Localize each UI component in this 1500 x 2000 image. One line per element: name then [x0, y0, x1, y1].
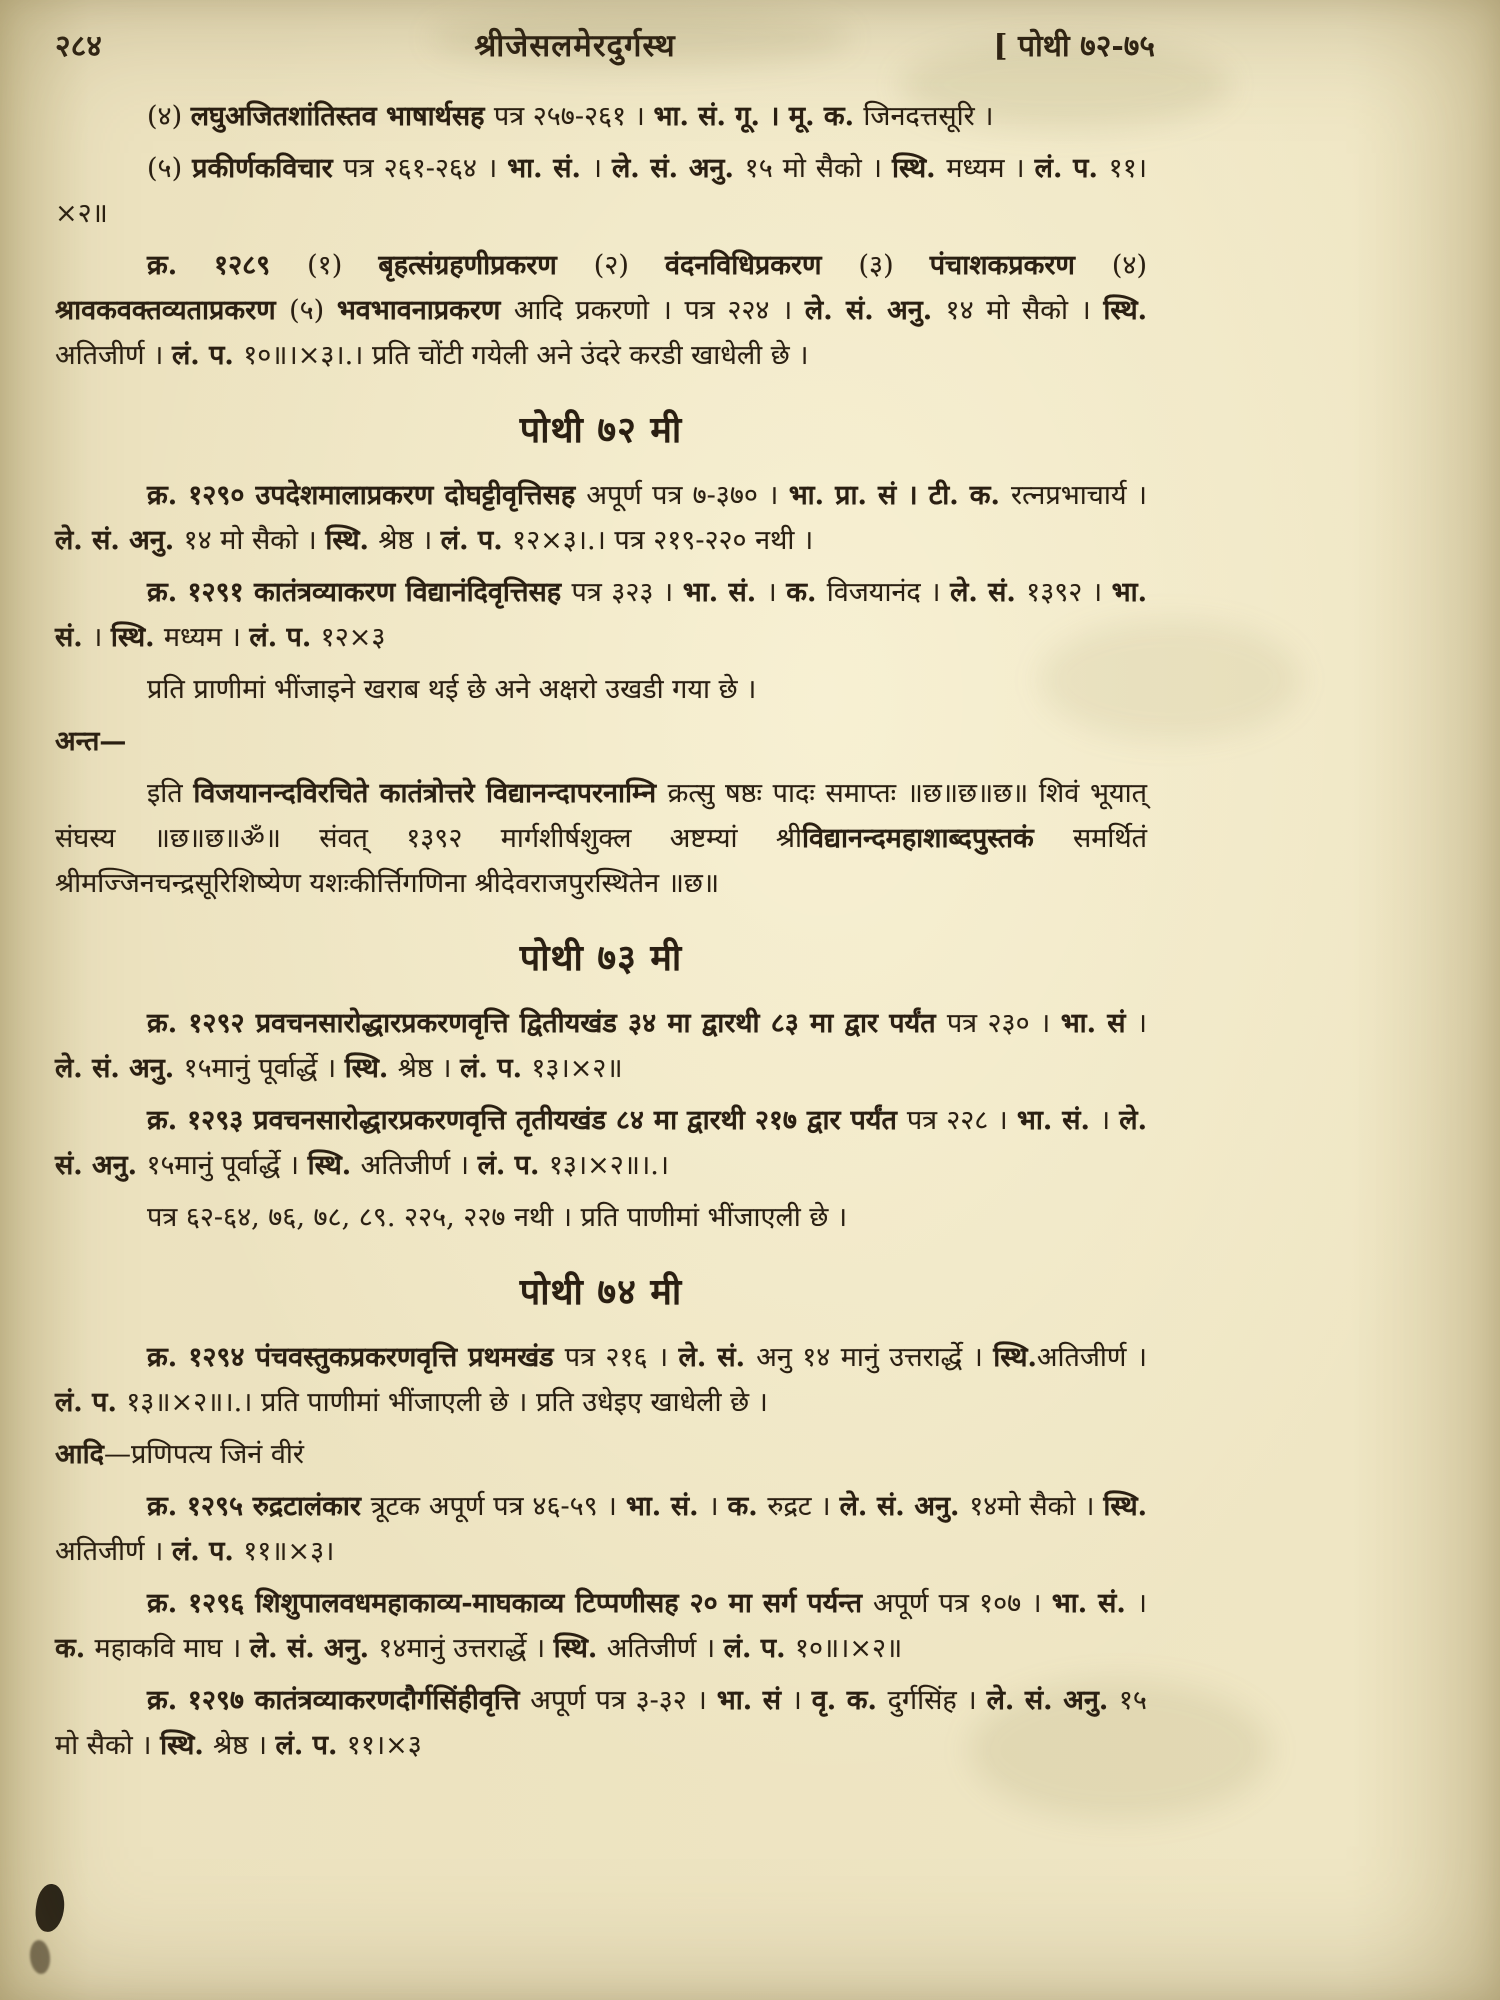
entry-text: आदि प्रकरणो । पत्र २२४ ।	[513, 295, 805, 326]
entry-text: अतिजीर्ण ।	[1036, 1342, 1148, 1373]
entry-text: श्रेष्ठ ।	[397, 1053, 461, 1084]
entry-keyword: भा. सं.	[55, 577, 1147, 653]
entry-keyword: स्थि.	[307, 1150, 361, 1181]
entry-keyword: भा. सं.	[1051, 1588, 1137, 1619]
entry-keyword: क्र. १२९४ पंचवस्तुकप्रकरणवृत्ति प्रथमखंड	[147, 1342, 565, 1373]
entry-keyword: क.	[727, 1491, 768, 1522]
entry-text: क्रत्सु षष्ठः पादः समाप्तः ॥छ॥छ॥छ॥ शिवं भूयात् संघस्य ॥छ॥छ॥ॐ॥ संवत् १३९२ मार्गशीर्षशुक्ल अष्टम्यां श्री	[55, 778, 1147, 854]
entry-text: १३।×२॥	[531, 1053, 623, 1084]
entry-keyword: स्थि.	[344, 1053, 398, 1084]
entry-keyword: स्थि.	[160, 1730, 214, 1761]
ink-blot	[28, 1939, 51, 1975]
page-title: श्रीजेसलमेरदुर्गस्थ	[474, 28, 676, 64]
entry-keyword: क.	[786, 577, 827, 608]
entry-text: १५मानुं पूर्वार्द्धे ।	[183, 1053, 345, 1084]
entry-keyword: स्थि.	[1103, 1491, 1148, 1522]
entry-keyword: क्र. १२८९	[147, 250, 308, 281]
entry-text: मध्यम ।	[163, 622, 250, 653]
entry-keyword: ले. सं.	[678, 1342, 757, 1373]
entry-text: मध्यम ।	[946, 153, 1035, 184]
entry-keyword: क्र. १२९० उपदेशमालाप्रकरण दोघट्टीवृत्तिसह	[147, 480, 587, 511]
entry-text: १३९२ ।	[1026, 577, 1112, 608]
entry-text: १०॥।×२॥	[794, 1633, 903, 1664]
entry-keyword: लं. प.	[440, 525, 513, 556]
entry-keyword: क्र. १२९१ कातंत्रव्याकरण विद्यानंदिवृत्तिसह	[147, 577, 572, 608]
entry-keyword: क्र. १२९३ प्रवचनसारोद्धारप्रकरणवृत्ति तृतीयखंड ८४ मा द्वारथी २१७ द्वार पर्यंत	[147, 1105, 907, 1136]
entry-text: पत्र २६१-२६४ ।	[343, 153, 508, 184]
entry-keyword: ले. सं.	[950, 577, 1027, 608]
catalog-entry	[55, 1678, 1147, 1768]
entry-keyword: स्थि.	[993, 1342, 1037, 1373]
entry-keyword: लं. प.	[249, 622, 321, 653]
page-number: २८४	[55, 29, 102, 64]
entry-keyword: लं. प.	[477, 1150, 549, 1181]
entry-text: ११।×२॥	[55, 153, 1147, 229]
entry-keyword: लं. प.	[171, 1536, 244, 1567]
entry-keyword: ले. सं. अनु.	[804, 295, 946, 326]
entry-keyword: वृ. क.	[811, 1685, 888, 1716]
entry-text: ।	[1136, 1588, 1147, 1619]
entry-keyword: ले. सं. अनु.	[839, 1491, 970, 1522]
catalog-entry	[55, 243, 1147, 378]
entry-text: अतिजीर्ण ।	[55, 340, 172, 371]
page-body	[55, 94, 1147, 1768]
entry-keyword: बृहत्संग्रहणीप्रकरण	[378, 250, 594, 281]
entry-keyword: ले. सं. अनु.	[55, 1105, 1148, 1181]
entry-keyword: आदि	[55, 1439, 104, 1470]
entry-keyword: भा. सं.	[625, 1491, 709, 1522]
entry-keyword: भा. प्रा. सं । टी. क.	[788, 480, 1012, 511]
entry-keyword: लं. प.	[55, 1387, 127, 1418]
entry-keyword: क्र. १२९५ रुद्रटालंकार	[147, 1491, 371, 1522]
entry-text: १४ मो सैको ।	[945, 295, 1104, 326]
entry-text: ।	[591, 153, 612, 184]
catalog-entry	[55, 94, 1147, 139]
entry-text: ।	[791, 1685, 812, 1716]
entry-text: १४मानुं उत्तरार्द्धे ।	[378, 1633, 554, 1664]
entry-text: अतिजीर्ण ।	[360, 1150, 478, 1181]
entry-text: पत्र ६२-६४, ७६, ७८, ८९. २२५, २२७ नथी । प्रति पाणीमां भींजाएली छे ।	[147, 1202, 848, 1233]
section-heading: पोथी ७३ मी	[519, 937, 683, 979]
entry-keyword: भा. सं	[1060, 1008, 1137, 1039]
entry-keyword: भा. सं.	[1016, 1105, 1100, 1136]
entry-keyword: श्रावकवक्तव्यताप्रकरण	[55, 295, 290, 326]
entry-text: पत्र २३० ।	[946, 1008, 1061, 1039]
entry-keyword: क.	[55, 1633, 95, 1664]
entry-text: १४मो सैको ।	[969, 1491, 1104, 1522]
entry-keyword: विजयानन्दविरचिते कातंत्रोत्तरे विद्यानन्दापरनाम्नि	[193, 778, 668, 809]
entry-text: ।	[708, 1491, 728, 1522]
entry-text: अपूर्ण पत्र १०७ ।	[872, 1588, 1052, 1619]
entry-keyword: प्रकीर्णकविचार	[192, 153, 344, 184]
entry-text: (४)	[1111, 250, 1147, 281]
entry-text: इति	[147, 778, 194, 809]
page-header	[55, 24, 1155, 66]
entry-keyword: भा. सं.	[682, 577, 767, 608]
catalog-entry	[55, 1581, 1147, 1671]
entry-keyword: लं. प.	[275, 1730, 347, 1761]
entry-keyword: ले. सं. अनु.	[249, 1633, 379, 1664]
entry-text: प्रति प्राणीमां भींजाइने खराब थई छे अने अक्षरो उखडी गया छे ।	[147, 674, 757, 705]
entry-text: १३॥×२॥।.। प्रति पाणीमां भींजाएली छे । प्रति उधेइए खाधेली छे ।	[126, 1387, 768, 1418]
entry-text: विजयानंद ।	[826, 577, 951, 608]
entry-keyword: लं. प.	[723, 1633, 795, 1664]
entry-text: श्रेष्ठ ।	[378, 525, 441, 556]
entry-keyword: भा. सं	[716, 1685, 792, 1716]
entry-text: (३)	[858, 250, 930, 281]
entry-text: (५)	[289, 295, 337, 326]
section-heading: पोथी ७२ मी	[519, 409, 683, 451]
entry-keyword: भवभावनाप्रकरण	[336, 295, 514, 326]
entry-text: पत्र २२८ ।	[906, 1105, 1017, 1136]
entry-keyword: लं. प.	[1034, 153, 1109, 184]
entry-keyword: स्थि.	[1103, 295, 1147, 326]
entry-keyword: स्थि.	[325, 525, 379, 556]
entry-text: अतिजीर्ण ।	[55, 1536, 172, 1567]
catalog-entry	[55, 1335, 1147, 1425]
section-heading: पोथी ७४ मी	[519, 1271, 683, 1313]
entry-keyword: ले. सं. अनु.	[611, 153, 745, 184]
entry-text: —प्रणिपत्य जिनं वीरं	[103, 1439, 304, 1470]
entry-keyword: क्र. १२९७ कातंत्रव्याकरणदौर्गसिंहीवृत्ति	[147, 1685, 531, 1716]
entry-text: ।	[1136, 1008, 1148, 1039]
entry-keyword: स्थि.	[891, 153, 947, 184]
entry-text: श्रेष्ठ ।	[213, 1730, 276, 1761]
catalog-entry	[55, 570, 1147, 660]
entry-text: १५मानुं पूर्वार्द्धे ।	[146, 1150, 308, 1181]
catalog-entry	[55, 771, 1147, 906]
entry-keyword: स्थि.	[553, 1633, 607, 1664]
entry-text: महाकवि माघ ।	[94, 1633, 250, 1664]
entry-text: ।	[766, 577, 787, 608]
entry-keyword: अन्त—	[55, 726, 127, 757]
entry-keyword: ले. सं. अनु.	[986, 1685, 1119, 1716]
entry-text: त्रूटक अपूर्ण पत्र ४६-५९ ।	[370, 1491, 626, 1522]
entry-text: (५)	[147, 153, 193, 184]
entry-text: ।	[92, 622, 111, 653]
entry-text: ११।×३	[346, 1730, 422, 1761]
entry-keyword: भा. सं.	[507, 153, 592, 184]
entry-keyword: वंदनविधिप्रकरण	[664, 250, 859, 281]
entry-text: १५ मो सैको ।	[55, 1685, 1147, 1761]
entry-text: समर्थितं श्रीमज्जिनचन्द्रसूरिशिष्येण यशःकीर्त्तिगणिना श्रीदेवराजपुरस्थितेन ॥छ॥	[55, 823, 1147, 899]
entry-keyword: ले. सं. अनु.	[55, 525, 184, 556]
entry-text: अपूर्ण पत्र ३-३२ ।	[530, 1685, 717, 1716]
header-pothi-range: [ पोथी ७२-७५	[993, 29, 1155, 64]
entry-text: रत्नप्रभाचार्य ।	[1011, 480, 1147, 511]
entry-text: दुर्गसिंह ।	[887, 1685, 987, 1716]
catalog-entry	[55, 1001, 1147, 1091]
entry-text: १३।×२॥।.।	[548, 1150, 670, 1181]
entry-text: १२×३	[320, 622, 386, 653]
entry-text: (४)	[147, 101, 191, 132]
catalog-entry	[55, 1484, 1147, 1574]
entry-text: पत्र ३२३ ।	[571, 577, 683, 608]
entry-text: ।	[1099, 1105, 1120, 1136]
label-line	[55, 719, 1147, 764]
entry-text: पत्र २१६ ।	[564, 1342, 679, 1373]
entry-text: (१)	[307, 250, 379, 281]
entry-keyword: स्थि.	[110, 622, 164, 653]
entry-text: जिनदत्तसूरि ।	[863, 101, 994, 132]
entry-text: १५ मो सैको ।	[744, 153, 892, 184]
entry-text: अनु १४ मानुं उत्तरार्द्धे ।	[756, 1342, 994, 1373]
entry-keyword: क्र. १२९२ प्रवचनसारोद्धारप्रकरणवृत्ति द्वितीयखंड ३४ मा द्वारथी ८३ मा द्वार पर्यंत	[147, 1008, 947, 1039]
ink-blot	[32, 1882, 67, 1934]
catalog-entry	[55, 473, 1147, 563]
entry-text: अतिजीर्ण ।	[606, 1633, 724, 1664]
entry-text: (२)	[593, 250, 665, 281]
entry-text: १०॥।×३।.। प्रति चोंटी गयेली अने उंदरे करडी खाधेली छे ।	[243, 340, 809, 371]
entry-text: ११॥×३।	[243, 1536, 335, 1567]
entry-text: पत्र २५७-२६१ ।	[493, 101, 654, 132]
catalog-entry	[55, 667, 1147, 712]
entry-text: रुद्रट ।	[767, 1491, 840, 1522]
catalog-entry	[55, 1098, 1147, 1188]
catalog-entry	[55, 1195, 1147, 1240]
entry-keyword: विद्यानन्दमहाशाब्दपुस्तकं	[802, 823, 1073, 854]
entry-keyword: पंचाशकप्रकरण	[929, 250, 1112, 281]
entry-text: १४ मो सैको ।	[183, 525, 326, 556]
entry-keyword: भा. सं. गू. । मू. क.	[653, 101, 864, 132]
entry-text: अपूर्ण पत्र ७-३७० ।	[586, 480, 789, 511]
entry-keyword: क्र. १२९६ शिशुपालवधमहाकाव्य-माघकाव्य टिप्पणीसह २० मा सर्ग पर्यन्त	[147, 1588, 873, 1619]
entry-keyword: लं. प.	[171, 340, 244, 371]
catalog-entry	[55, 146, 1147, 236]
entry-text: १२×३।.। पत्र २१९-२२० नथी ।	[512, 525, 814, 556]
label-line	[55, 1432, 1147, 1477]
entry-keyword: लघुअजितशांतिस्तव भाषार्थसह	[190, 101, 494, 132]
entry-keyword: ले. सं. अनु.	[55, 1053, 184, 1084]
entry-keyword: लं. प.	[460, 1053, 532, 1084]
